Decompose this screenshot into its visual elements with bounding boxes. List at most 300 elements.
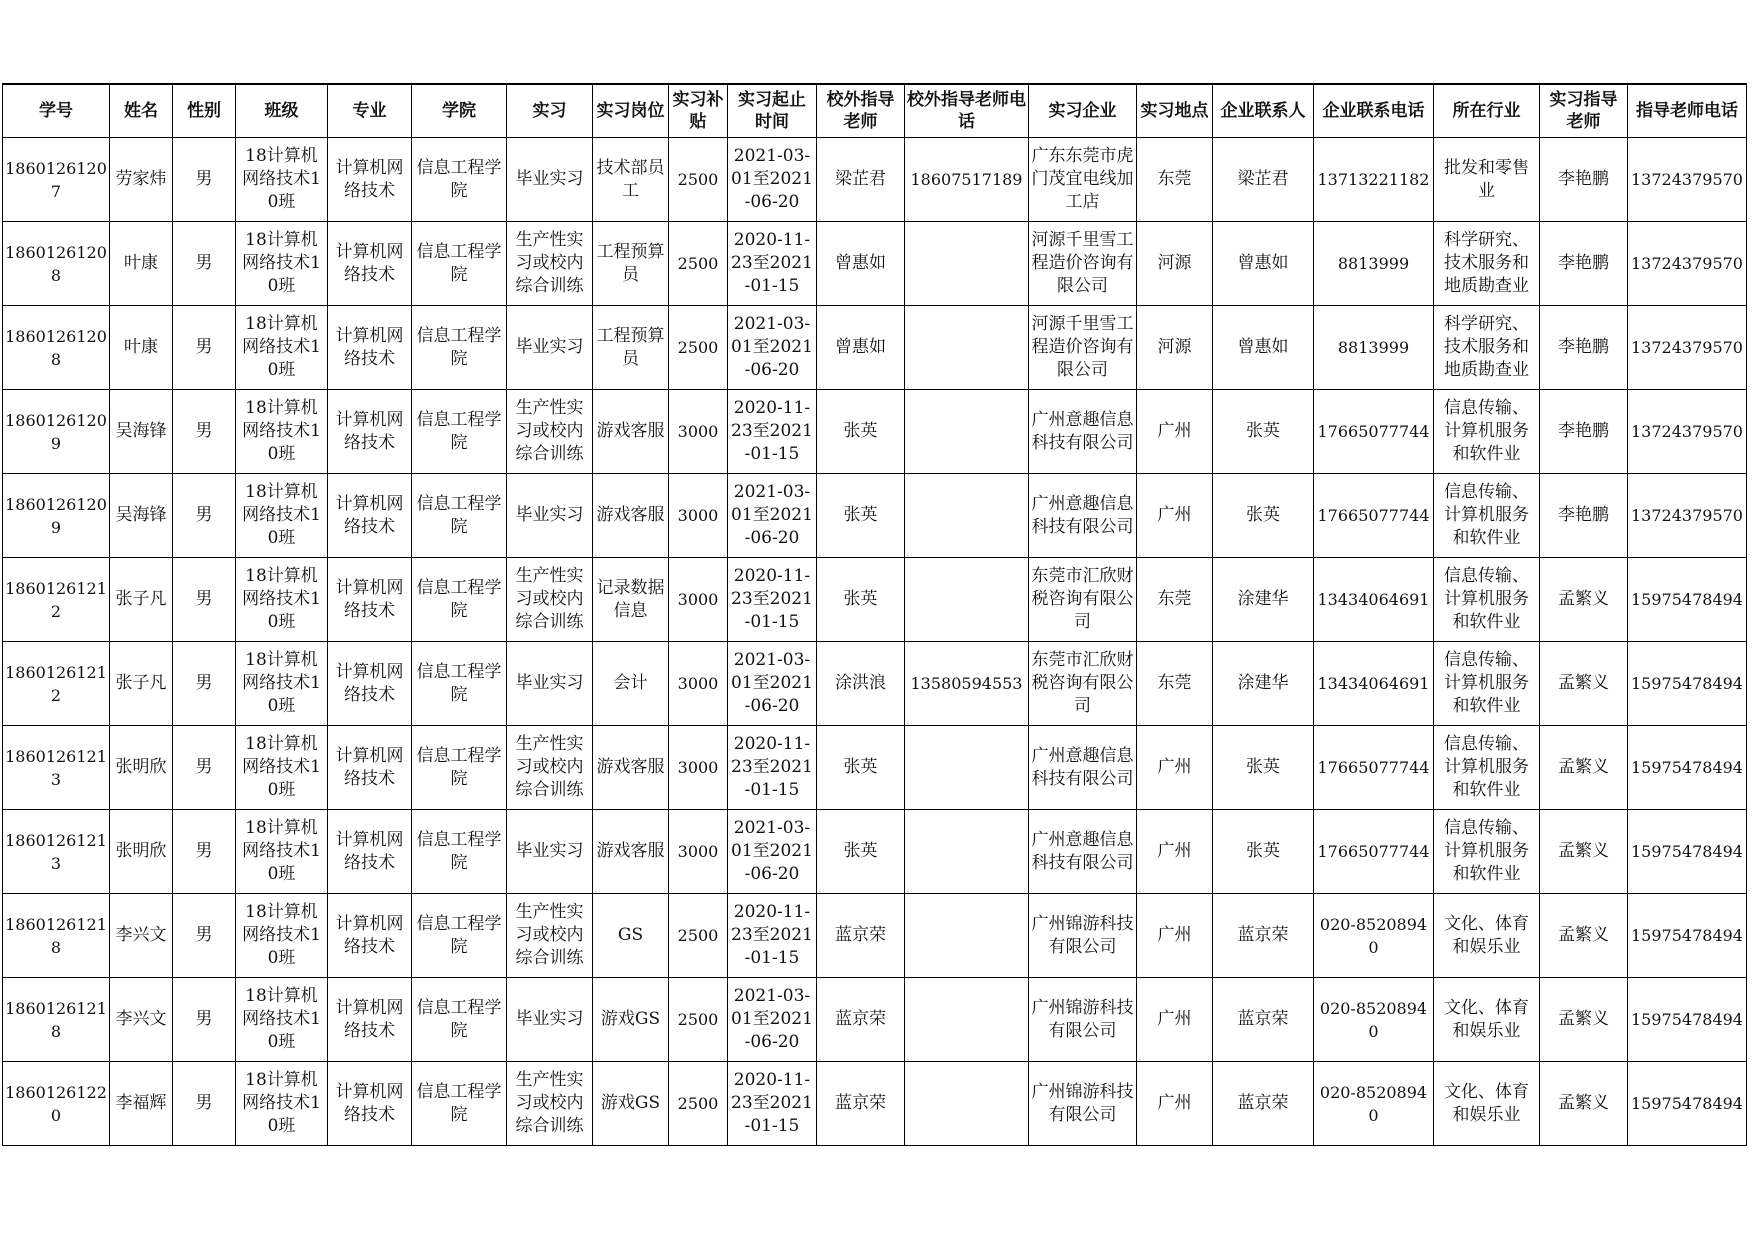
- cell-location: [1137, 726, 1213, 810]
- cell-student-id: [3, 306, 110, 390]
- cell-text: 记录数据信息: [596, 577, 665, 621]
- cell-industry: [1434, 474, 1540, 558]
- cell-company-phone: [1314, 642, 1434, 726]
- cell-text: 毕业实习: [515, 169, 584, 189]
- header-industry: 所在行业: [1434, 84, 1540, 138]
- cell-text: 18601261208: [5, 242, 107, 285]
- cell-internship-type: [507, 306, 593, 390]
- cell-gender: [173, 306, 236, 390]
- cell-text: 13724379570: [1631, 506, 1743, 525]
- cell-internship-type: [507, 138, 593, 222]
- cell-text: 李艳鹏: [1558, 337, 1609, 357]
- cell-industry: [1434, 390, 1540, 474]
- cell-external-mentor: [817, 642, 905, 726]
- cell-text: 叶康: [124, 337, 158, 357]
- cell-text: 17665077744: [1317, 842, 1430, 861]
- cell-advisor-phone: [1628, 726, 1747, 810]
- cell-text: 张英: [1246, 505, 1280, 525]
- cell-advisor-phone: [1628, 978, 1747, 1062]
- cell-text: 8813999: [1337, 254, 1410, 273]
- cell-text: 科学研究、技术服务和地质勘查业: [1444, 230, 1529, 296]
- cell-text: 信息传输、计算机服务和软件业: [1444, 818, 1529, 884]
- cell-text: 曾惠如: [835, 253, 886, 273]
- cell-major: [328, 138, 412, 222]
- cell-text: 张子凡: [115, 589, 167, 609]
- cell-class: [236, 894, 328, 978]
- cell-external-mentor-phone: [905, 1062, 1029, 1146]
- cell-text: 3000: [677, 758, 719, 777]
- cell-company-phone: [1314, 474, 1434, 558]
- cell-external-mentor-phone: [905, 978, 1029, 1062]
- cell-text: 2021-03-01至2021-06-20: [731, 986, 813, 1052]
- cell-text: 18601261213: [5, 830, 107, 873]
- cell-college: [412, 138, 507, 222]
- cell-advisor-phone: [1628, 138, 1747, 222]
- cell-position: [593, 642, 669, 726]
- cell-text: 计算机网络技术: [335, 409, 404, 453]
- cell-internship-type: [507, 1062, 593, 1146]
- cell-period: [728, 474, 817, 558]
- cell-internship-type: [507, 894, 593, 978]
- cell-text: 3000: [677, 422, 719, 441]
- cell-text: 曾惠如: [1237, 337, 1289, 357]
- cell-student-id: [3, 222, 110, 306]
- table-row: [3, 642, 1747, 726]
- cell-text: 广州: [1157, 1009, 1192, 1029]
- cell-subsidy: [669, 138, 728, 222]
- cell-major: [328, 978, 412, 1062]
- cell-name: [110, 390, 173, 474]
- cell-college: [412, 306, 507, 390]
- cell-text: 2021-03-01至2021-06-20: [731, 818, 813, 884]
- cell-internship-type: [507, 978, 593, 1062]
- cell-student-id: [3, 894, 110, 978]
- cell-external-mentor-phone: [905, 390, 1029, 474]
- cell-text: 2020-11-23至2021-01-15: [731, 734, 813, 800]
- cell-student-id: [3, 138, 110, 222]
- cell-text: 梁芷君: [1237, 169, 1289, 189]
- table-row: [3, 978, 1747, 1062]
- header-external-mentor-phone: 校外指导老师电话: [905, 84, 1029, 138]
- cell-gender: [173, 810, 236, 894]
- cell-text: 生产性实习或校内综合训练: [515, 902, 584, 968]
- cell-gender: [173, 642, 236, 726]
- header-period: 实习起止时间: [728, 84, 817, 138]
- cell-internship-advisor: [1540, 222, 1628, 306]
- cell-text: 张子凡: [115, 673, 167, 693]
- cell-college: [412, 222, 507, 306]
- cell-text: 计算机网络技术: [335, 325, 404, 369]
- internship-table: [2, 83, 1747, 1146]
- cell-company-phone: [1314, 894, 1434, 978]
- cell-text: 孟繁义: [1558, 841, 1609, 861]
- cell-text: 18计算机网络技术10班: [242, 818, 321, 884]
- cell-text: 李福辉: [115, 1093, 167, 1113]
- cell-text: 广州锦游科技有限公司: [1031, 997, 1134, 1041]
- cell-text: 技术部员工: [596, 157, 665, 201]
- cell-location: [1137, 306, 1213, 390]
- cell-company-contact: [1213, 642, 1314, 726]
- cell-major: [328, 810, 412, 894]
- cell-position: [593, 138, 669, 222]
- cell-text: 毕业实习: [515, 841, 584, 861]
- cell-text: 2500: [677, 1010, 719, 1029]
- cell-text: 蓝京荣: [835, 925, 886, 945]
- cell-internship-advisor: [1540, 306, 1628, 390]
- cell-internship-type: [507, 222, 593, 306]
- cell-text: GS: [617, 925, 644, 945]
- cell-position: [593, 390, 669, 474]
- cell-text: 东莞: [1157, 589, 1192, 609]
- cell-class: [236, 810, 328, 894]
- cell-text: 吴海锋: [115, 505, 167, 525]
- cell-text: 男: [195, 253, 213, 273]
- cell-text: 东莞市汇欣财税咨询有限公司: [1031, 650, 1134, 716]
- cell-college: [412, 894, 507, 978]
- cell-text: 东莞: [1157, 169, 1192, 189]
- cell-internship-advisor: [1540, 726, 1628, 810]
- cell-text: 张明欣: [115, 841, 167, 861]
- cell-gender: [173, 1062, 236, 1146]
- cell-college: [412, 1062, 507, 1146]
- cell-internship-advisor: [1540, 978, 1628, 1062]
- cell-subsidy: [669, 978, 728, 1062]
- cell-gender: [173, 894, 236, 978]
- cell-text: 河源: [1157, 253, 1192, 273]
- cell-external-mentor: [817, 558, 905, 642]
- cell-text: 18601261218: [5, 998, 107, 1041]
- cell-text: 张英: [843, 505, 878, 525]
- cell-external-mentor-phone: [905, 558, 1029, 642]
- cell-location: [1137, 222, 1213, 306]
- cell-text: 毕业实习: [515, 337, 584, 357]
- cell-text: 15975478494: [1631, 842, 1743, 861]
- cell-industry: [1434, 978, 1540, 1062]
- cell-company: [1029, 306, 1137, 390]
- cell-internship-advisor: [1540, 390, 1628, 474]
- cell-text: 广州: [1157, 505, 1192, 525]
- cell-internship-advisor: [1540, 1062, 1628, 1146]
- cell-advisor-phone: [1628, 642, 1747, 726]
- table-row: [3, 474, 1747, 558]
- header-company-phone: 企业联系电话: [1314, 84, 1434, 138]
- cell-name: [110, 642, 173, 726]
- cell-major: [328, 894, 412, 978]
- cell-text: 18计算机网络技术10班: [242, 230, 321, 296]
- cell-company-phone: [1314, 138, 1434, 222]
- cell-text: 2500: [677, 170, 719, 189]
- cell-advisor-phone: [1628, 222, 1747, 306]
- cell-text: 18601261209: [5, 410, 107, 453]
- cell-text: 男: [195, 673, 213, 693]
- cell-text: 2020-11-23至2021-01-15: [731, 902, 813, 968]
- cell-text: 李兴文: [115, 1009, 167, 1029]
- cell-gender: [173, 978, 236, 1062]
- cell-text: 信息工程学院: [416, 913, 502, 957]
- cell-name: [110, 138, 173, 222]
- cell-text: 18计算机网络技术10班: [242, 566, 321, 632]
- cell-text: 广州: [1157, 1093, 1192, 1113]
- cell-text: 李兴文: [115, 925, 167, 945]
- cell-text: 游戏客服: [596, 841, 665, 861]
- cell-location: [1137, 1062, 1213, 1146]
- cell-text: 蓝京荣: [1237, 1009, 1289, 1029]
- cell-location: [1137, 474, 1213, 558]
- cell-text: 生产性实习或校内综合训练: [515, 566, 584, 632]
- cell-text: 18计算机网络技术10班: [242, 650, 321, 716]
- cell-advisor-phone: [1628, 390, 1747, 474]
- cell-major: [328, 642, 412, 726]
- table-row: [3, 390, 1747, 474]
- header-major: 专业: [328, 84, 412, 138]
- cell-text: 孟繁义: [1558, 673, 1609, 693]
- cell-text: 18601261213: [5, 746, 107, 789]
- cell-text: 张英: [843, 589, 878, 609]
- cell-gender: [173, 474, 236, 558]
- cell-company-contact: [1213, 978, 1314, 1062]
- cell-text: 18计算机网络技术10班: [242, 398, 321, 464]
- cell-company: [1029, 894, 1137, 978]
- cell-position: [593, 306, 669, 390]
- table-row: [3, 726, 1747, 810]
- cell-external-mentor: [817, 894, 905, 978]
- cell-text: 文化、体育和娱乐业: [1444, 1081, 1529, 1125]
- cell-text: 毕业实习: [515, 673, 584, 693]
- cell-student-id: [3, 642, 110, 726]
- cell-major: [328, 726, 412, 810]
- header-internship-type: 实习: [507, 84, 593, 138]
- cell-text: 15975478494: [1631, 590, 1743, 609]
- table-row: [3, 810, 1747, 894]
- cell-company: [1029, 222, 1137, 306]
- cell-text: 18计算机网络技术10班: [242, 902, 321, 968]
- cell-text: 信息工程学院: [416, 409, 502, 453]
- cell-text: 2021-03-01至2021-06-20: [731, 650, 813, 716]
- cell-text: 叶康: [124, 253, 158, 273]
- cell-text: 广东东莞市虎门茂宜电线加工店: [1031, 146, 1134, 212]
- cell-text: 游戏客服: [596, 505, 665, 525]
- cell-text: 2021-03-01至2021-06-20: [731, 314, 813, 380]
- cell-external-mentor: [817, 138, 905, 222]
- cell-text: 13434064691: [1317, 590, 1430, 609]
- cell-text: 广州锦游科技有限公司: [1031, 913, 1134, 957]
- cell-advisor-phone: [1628, 894, 1747, 978]
- cell-internship-type: [507, 474, 593, 558]
- cell-text: 信息传输、计算机服务和软件业: [1444, 398, 1529, 464]
- cell-student-id: [3, 474, 110, 558]
- cell-text: 18601261212: [5, 662, 107, 705]
- header-location: 实习地点: [1137, 84, 1213, 138]
- cell-student-id: [3, 978, 110, 1062]
- cell-period: [728, 978, 817, 1062]
- cell-text: 梁芷君: [835, 169, 886, 189]
- cell-company-phone: [1314, 1062, 1434, 1146]
- cell-position: [593, 894, 669, 978]
- cell-external-mentor: [817, 726, 905, 810]
- cell-major: [328, 390, 412, 474]
- cell-class: [236, 642, 328, 726]
- cell-internship-advisor: [1540, 894, 1628, 978]
- cell-text: 张英: [843, 421, 878, 441]
- cell-period: [728, 1062, 817, 1146]
- cell-company-contact: [1213, 138, 1314, 222]
- cell-text: 2020-11-23至2021-01-15: [731, 1070, 813, 1136]
- cell-class: [236, 390, 328, 474]
- cell-company-contact: [1213, 558, 1314, 642]
- cell-text: 信息传输、计算机服务和软件业: [1444, 482, 1529, 548]
- cell-text: 男: [195, 589, 213, 609]
- cell-gender: [173, 222, 236, 306]
- cell-text: 18计算机网络技术10班: [242, 482, 321, 548]
- cell-name: [110, 222, 173, 306]
- cell-company-contact: [1213, 222, 1314, 306]
- cell-internship-type: [507, 390, 593, 474]
- cell-subsidy: [669, 390, 728, 474]
- cell-internship-advisor: [1540, 810, 1628, 894]
- cell-position: [593, 474, 669, 558]
- table-row: [3, 222, 1747, 306]
- cell-external-mentor-phone: [905, 222, 1029, 306]
- cell-position: [593, 726, 669, 810]
- cell-gender: [173, 390, 236, 474]
- cell-text: 河源千里雪工程造价咨询有限公司: [1031, 230, 1134, 296]
- cell-text: 张英: [1246, 421, 1280, 441]
- cell-class: [236, 222, 328, 306]
- cell-external-mentor-phone: [905, 726, 1029, 810]
- cell-text: 信息工程学院: [416, 325, 502, 369]
- cell-text: 15975478494: [1631, 926, 1743, 945]
- header-subsidy: 实习补贴: [669, 84, 728, 138]
- cell-text: 18601261207: [5, 158, 107, 201]
- cell-class: [236, 1062, 328, 1146]
- cell-text: 计算机网络技术: [335, 493, 404, 537]
- cell-period: [728, 222, 817, 306]
- cell-company-contact: [1213, 1062, 1314, 1146]
- cell-major: [328, 306, 412, 390]
- cell-text: 孟繁义: [1558, 757, 1609, 777]
- cell-company-phone: [1314, 726, 1434, 810]
- cell-text: 13724379570: [1631, 254, 1743, 273]
- cell-internship-advisor: [1540, 558, 1628, 642]
- cell-internship-type: [507, 642, 593, 726]
- cell-external-mentor-phone: [905, 474, 1029, 558]
- cell-text: 17665077744: [1317, 506, 1430, 525]
- cell-text: 计算机网络技术: [335, 661, 404, 705]
- cell-company-contact: [1213, 726, 1314, 810]
- cell-text: 蓝京荣: [835, 1093, 886, 1113]
- cell-subsidy: [669, 474, 728, 558]
- cell-text: 生产性实习或校内综合训练: [515, 734, 584, 800]
- cell-text: 文化、体育和娱乐业: [1444, 913, 1529, 957]
- cell-text: 18601261212: [5, 578, 107, 621]
- cell-text: 3000: [677, 842, 719, 861]
- cell-text: 15975478494: [1631, 674, 1743, 693]
- cell-text: 18607517189: [910, 170, 1023, 189]
- cell-period: [728, 558, 817, 642]
- cell-text: 男: [195, 169, 213, 189]
- cell-text: 18601261208: [5, 326, 107, 369]
- cell-college: [412, 726, 507, 810]
- cell-company: [1029, 558, 1137, 642]
- cell-external-mentor: [817, 390, 905, 474]
- cell-position: [593, 810, 669, 894]
- cell-industry: [1434, 306, 1540, 390]
- cell-subsidy: [669, 558, 728, 642]
- cell-text: 3000: [677, 506, 719, 525]
- cell-internship-type: [507, 558, 593, 642]
- cell-company-contact: [1213, 810, 1314, 894]
- cell-name: [110, 1062, 173, 1146]
- cell-text: 计算机网络技术: [335, 997, 404, 1041]
- cell-advisor-phone: [1628, 474, 1747, 558]
- cell-gender: [173, 558, 236, 642]
- cell-class: [236, 306, 328, 390]
- cell-text: 020-85208940: [1319, 998, 1428, 1041]
- cell-text: 会计: [613, 673, 648, 693]
- cell-text: 信息工程学院: [416, 241, 502, 285]
- cell-student-id: [3, 390, 110, 474]
- cell-text: 2020-11-23至2021-01-15: [731, 566, 813, 632]
- cell-company-contact: [1213, 306, 1314, 390]
- cell-location: [1137, 978, 1213, 1062]
- cell-text: 广州: [1157, 421, 1192, 441]
- cell-text: 3000: [677, 590, 719, 609]
- cell-company-contact: [1213, 894, 1314, 978]
- cell-subsidy: [669, 642, 728, 726]
- cell-text: 2021-03-01至2021-06-20: [731, 146, 813, 212]
- cell-text: 毕业实习: [515, 1009, 584, 1029]
- table-row: [3, 558, 1747, 642]
- cell-student-id: [3, 1062, 110, 1146]
- cell-company-phone: [1314, 810, 1434, 894]
- cell-text: 李艳鹏: [1558, 169, 1609, 189]
- cell-text: 信息传输、计算机服务和软件业: [1444, 734, 1529, 800]
- cell-major: [328, 222, 412, 306]
- header-external-mentor: 校外指导老师: [817, 84, 905, 138]
- cell-text: 生产性实习或校内综合训练: [515, 230, 584, 296]
- cell-text: 计算机网络技术: [335, 241, 404, 285]
- cell-text: 2021-03-01至2021-06-20: [731, 482, 813, 548]
- cell-internship-advisor: [1540, 138, 1628, 222]
- cell-text: 2500: [677, 926, 719, 945]
- cell-subsidy: [669, 810, 728, 894]
- cell-student-id: [3, 558, 110, 642]
- cell-class: [236, 978, 328, 1062]
- cell-text: 涂洪浪: [835, 673, 886, 693]
- cell-text: 13724379570: [1631, 338, 1743, 357]
- cell-location: [1137, 390, 1213, 474]
- cell-position: [593, 558, 669, 642]
- cell-text: 男: [195, 841, 213, 861]
- cell-name: [110, 978, 173, 1062]
- cell-text: 13724379570: [1631, 422, 1743, 441]
- cell-text: 2020-11-23至2021-01-15: [731, 230, 813, 296]
- table-body: [3, 138, 1747, 1146]
- cell-external-mentor: [817, 222, 905, 306]
- cell-industry: [1434, 558, 1540, 642]
- cell-text: 张明欣: [115, 757, 167, 777]
- cell-text: 2500: [677, 254, 719, 273]
- cell-text: 李艳鹏: [1558, 421, 1609, 441]
- cell-text: 广州锦游科技有限公司: [1031, 1081, 1134, 1125]
- cell-text: 男: [195, 505, 213, 525]
- cell-period: [728, 390, 817, 474]
- header-name: 姓名: [110, 84, 173, 138]
- cell-text: 信息工程学院: [416, 745, 502, 789]
- cell-location: [1137, 642, 1213, 726]
- cell-external-mentor: [817, 978, 905, 1062]
- cell-class: [236, 558, 328, 642]
